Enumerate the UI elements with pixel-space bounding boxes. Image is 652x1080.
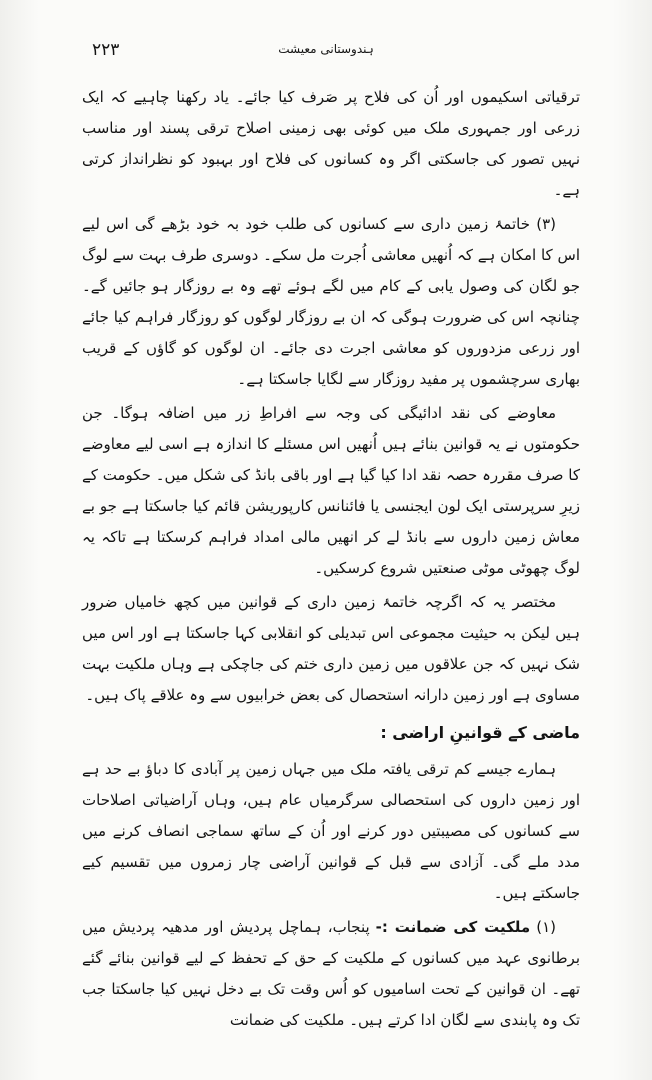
running-head: ہندوستانی معیشت [278, 42, 374, 56]
paragraph-4: مختصر یہ کہ اگرچہ خاتمۂ زمین داری کے قوانین میں کچھ خامیاں ضرور ہیں لیکن بہ حیثیت مجموعی اس تبدیلی کو انقلابی کہا جاسکتا ہے اور اس میں شک نہیں کہ جن علاقوں میں زمین داری ختم کی جاچکی ہے وہاں ملکیت بہت مساوی ہے اور زمین دارانہ استحصال کی بعض خرابیوں سے وہ علاقے پاک ہیں۔ [82, 593, 580, 704]
section-heading: ماضی کے قوانینِ اراضی : [380, 723, 580, 742]
page-number: ۲۲۳ [92, 40, 120, 60]
list-item-text: پنجاب، ہماچل پردیش اور مدھیہ پردیش میں برطانوی عہد میں کسانوں کے ملکیت کے حق کے تحفظ کے لیے قوانین بنائے گئے تھے۔ ان قوانین کے تحت اسامیوں کو اُس وقت تک بے دخل نہیں کیا جاسکتا جب تک وہ پابندی سے لگان ادا کرتے ہیں۔ ملکیت کی ضمانت [82, 918, 580, 1029]
paragraph-1: ترقیاتی اسکیموں اور اُن کی فلاح پر صَرف کیا جائے۔ یاد رکھنا چاہیے کہ ایک زرعی اور جمہوری ملک میں کوئی بھی زمینی اصلاح ترقی پسند اور مناسب نہیں تصور کی جاسکتی اگر وہ کسانوں کی فلاح اور بہبود کو نظرانداز کرتی ہے۔ [82, 88, 580, 199]
body-text [82, 82, 580, 1039]
list-item-1 [82, 912, 580, 1036]
list-item-title: ملکیت کی ضمانت :- [375, 918, 531, 936]
paragraph-5: ہمارے جیسے کم ترقی یافتہ ملک میں جہاں زمین پر آبادی کا دباؤ بے حد ہے اور زمین داروں کی استحصالی سرگرمیاں عام ہیں، وہاں آراضیاتی اصلاحات سے کسانوں کی مصیبتیں دور کرنے اور اُن کے ساتھ سماجی انصاف کرنے میں مدد ملے گی۔ آزادی سے قبل کے قوانین آراضی چار زمروں میں تقسیم کیے جاسکتے ہیں۔ [82, 760, 580, 902]
paragraph-2: (۳) خاتمۂ زمین داری سے کسانوں کی طلب خود بہ خود بڑھے گی اس لیے اس کا امکان ہے کہ اُنھیں معاشی اُجرت مل سکے۔ دوسری طرف بہت سے لوگ جو لگان کی وصول یابی کے کام میں لگے ہوئے تھے وہ بے روزگار ہو جائیں گے۔ چنانچہ اس کی ضرورت ہوگی کہ ان بے روزگار لوگوں کو روزگار فراہم کیا جائے اور زرعی مزدوروں کو معاشی اجرت دی جائے۔ ان لوگوں کو گاؤں کے قریب بھاری سرچشموں پر مفید روزگار سے لگایا جاسکتا ہے۔ [82, 215, 580, 388]
list-item-number: (۱) [536, 918, 556, 936]
paragraph-3: معاوضے کی نقد ادائیگی کی وجہ سے افراطِ زر میں اضافہ ہوگا۔ جن حکومتوں نے یہ قوانین بنائے ہیں اُنھیں اس مسئلے کا اندازہ ہے اسی لیے معاوضے کا صرف مقررہ حصہ نقد ادا کیا گیا ہے اور باقی بانڈ کی شکل میں۔ حکومت کے زیرِ سرپرستی ایک لون ایجنسی یا فائنانس کارپوریشن قائم کیا جاسکتا ہے جو بے معاش زمین داروں سے بانڈ لے کر انھیں مالی امداد فراہم کرسکتا ہے تاکہ یہ لوگ چھوٹی موٹی صنعتیں شروع کرسکیں۔ [82, 404, 580, 577]
